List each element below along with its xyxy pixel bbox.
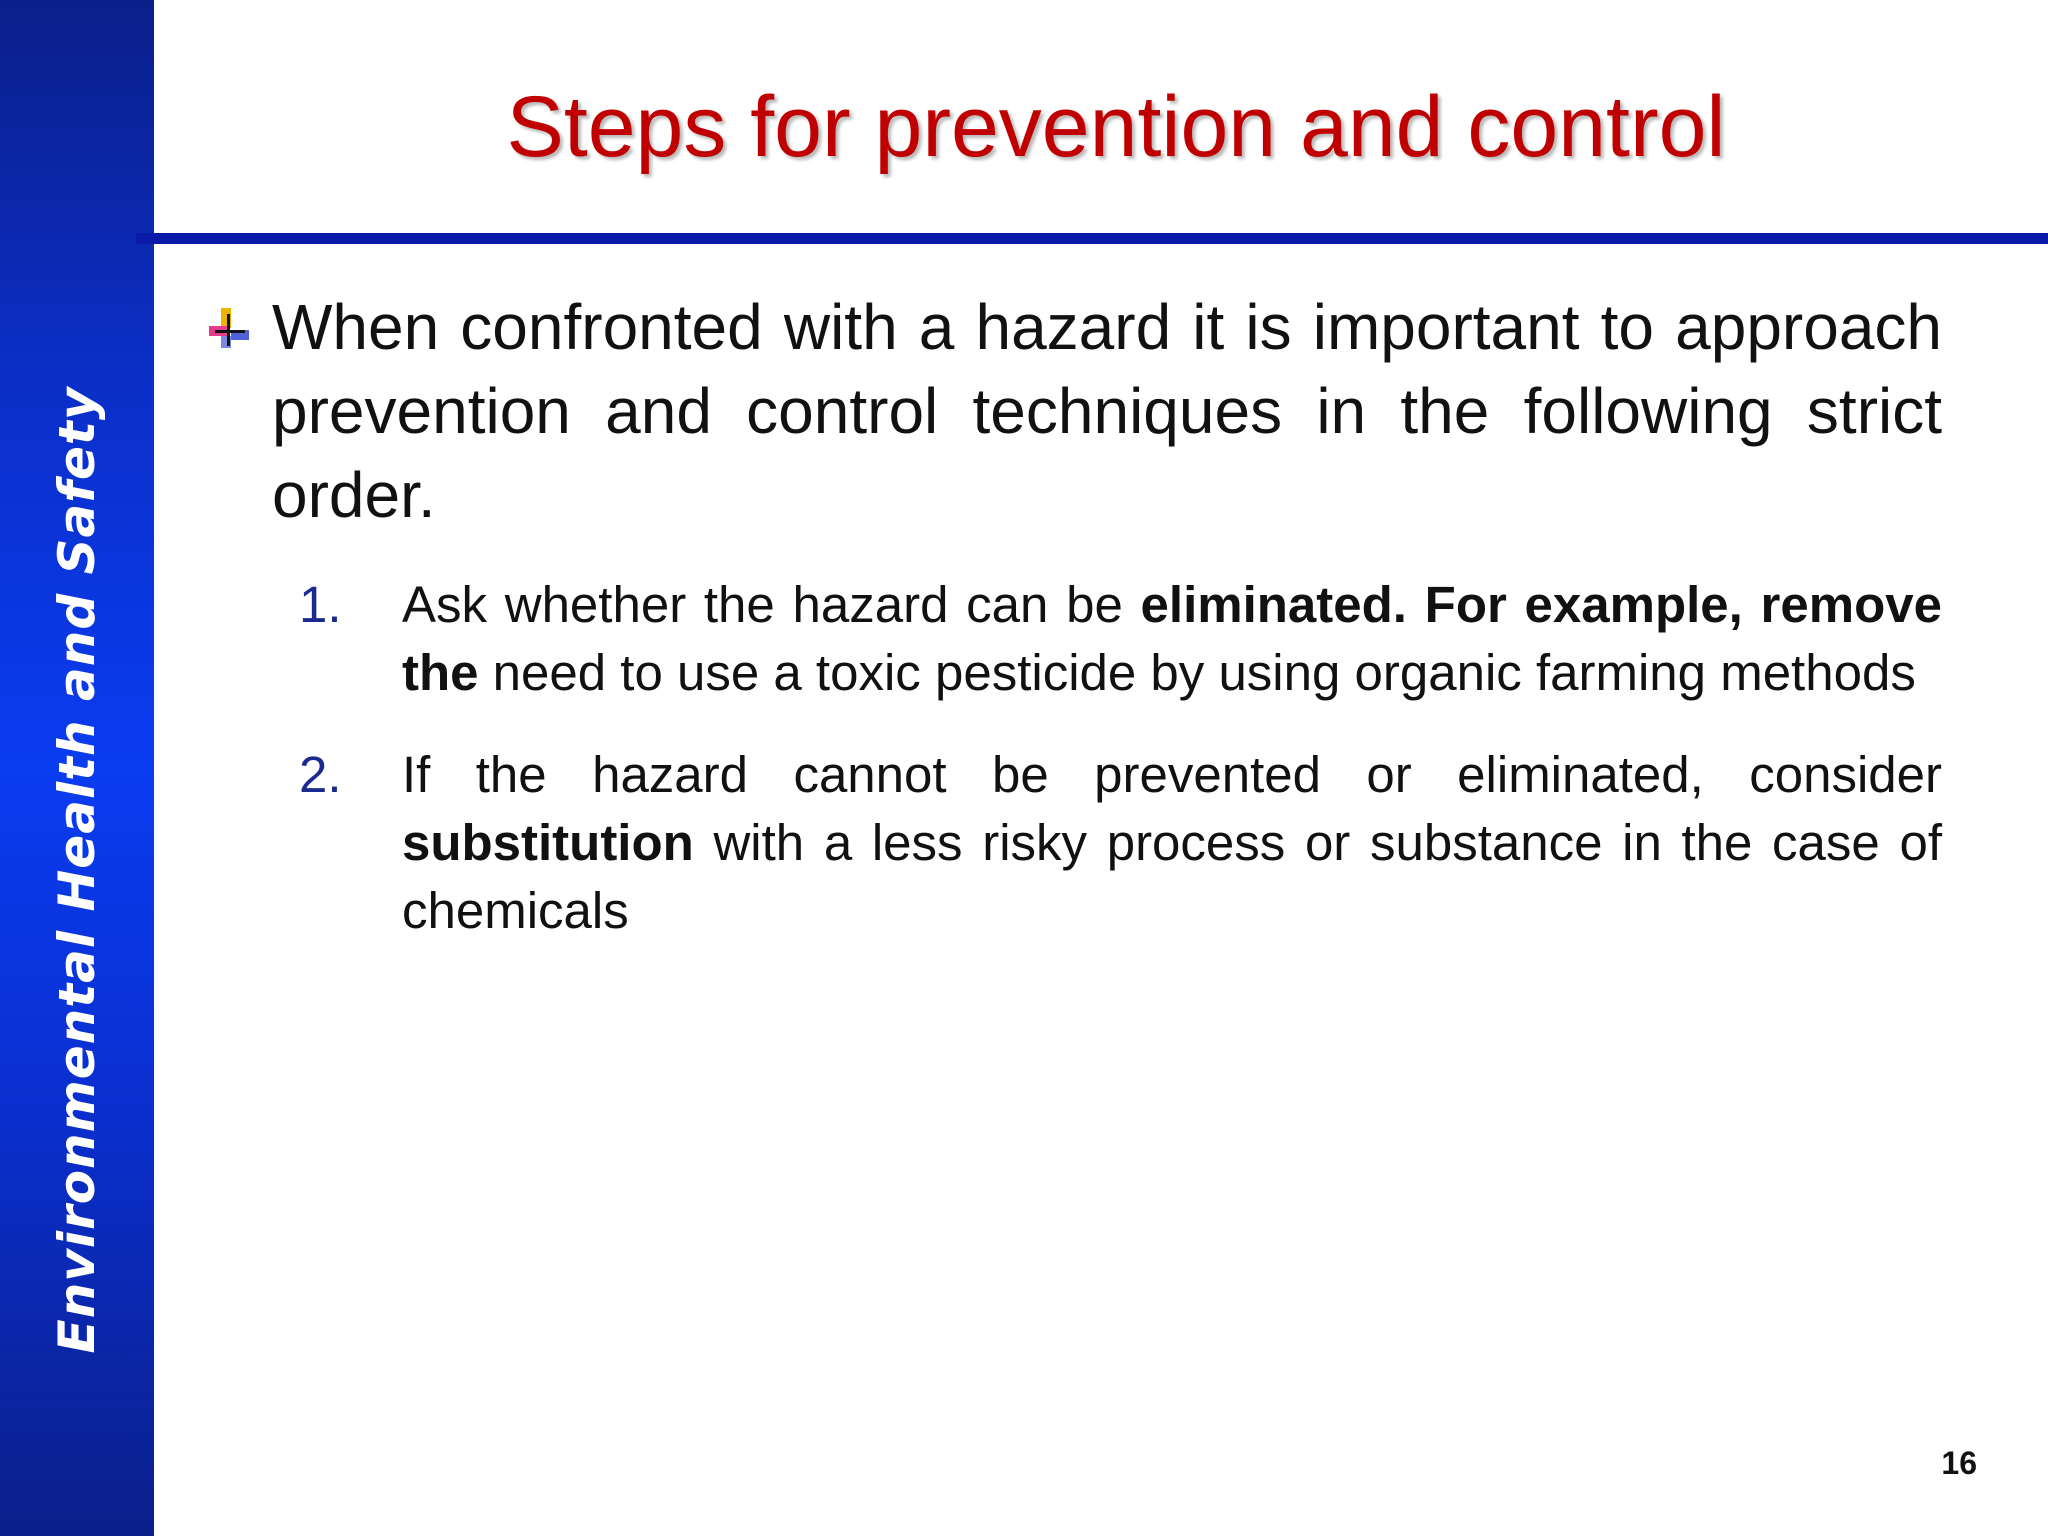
- list-item: [272, 571, 1942, 707]
- bullet-text: When confronted with a hazard it is important to approach prevention and control techniques in the following strict order.: [272, 291, 1942, 531]
- sidebar: [0, 0, 154, 1536]
- step-number: 2.: [299, 746, 342, 803]
- step-number: 1.: [299, 576, 342, 633]
- step-text: Ask whether the hazard can be eliminated. For example, remove the need to use a toxic pesticide by using organic farming methods: [402, 576, 1942, 701]
- slide-content: [272, 285, 1942, 945]
- checkered-square-bullet-icon: [207, 306, 251, 350]
- step-text: If the hazard cannot be prevented or eliminated, consider substitution with a less risky process or substance in the case of chemicals: [402, 746, 1942, 939]
- slide-title: Steps for prevention and control: [506, 79, 1726, 175]
- title-divider: [136, 233, 2048, 244]
- page-number: 16: [1941, 1445, 1977, 1481]
- sidebar-label: Environmental Health and Safety: [48, 386, 106, 1354]
- list-item: [272, 741, 1942, 945]
- steps-list: [272, 571, 1942, 945]
